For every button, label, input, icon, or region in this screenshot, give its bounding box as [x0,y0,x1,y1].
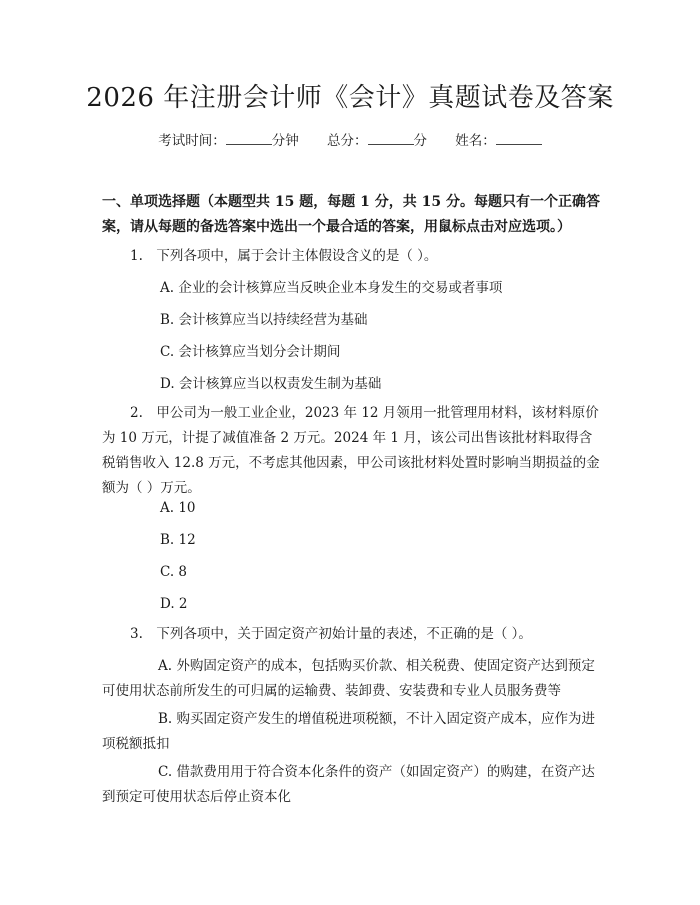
question-2-option-d[interactable]: D. 2 [160,596,188,612]
time-label: 考试时间： [158,133,226,149]
question-1-option-d[interactable]: D. 会计核算应当以权责发生制为基础 [160,376,382,392]
section-heading: 一、单项选择题（本题型共 15 题，每题 1 分，共 15 分。每题只有一个正确答案，请从每题的备选答案中选出一个最合适的答案，用鼠标点击对应选项。） [102,194,600,235]
exam-score [327,131,427,151]
question-2-option-a[interactable]: A. 10 [160,500,196,516]
question-3-option-b[interactable]: B. 购买固定资产发生的增值税进项税额，不计入固定资产成本，应作为进项税额抵扣 [102,711,596,752]
question-1-option-c[interactable]: C. 会计核算应当划分会计期间 [160,344,341,360]
page-title: 2026 年注册会计师《会计》真题试卷及答案 [86,83,614,113]
question-2-stem: 2. 甲公司为一般工业企业，2023 年 12 月领用一批管理用材料，该材料原价为 10 万元，计提了减值准备 2 万元。2024 年 1 月，该公司出售该批材料取得含税销售收入 12.8 万元，不考虑其他因素，甲公司该批材料处置时影响当期损益的金额为（ ）万元。 [102,405,600,496]
score-unit: 分 [413,133,427,149]
question-1-option-b[interactable]: B. 会计核算应当以持续经营为基础 [160,312,368,328]
time-blank [226,131,272,145]
name-label: 姓名： [455,133,496,149]
question-2-option-b[interactable]: B. 12 [160,532,196,548]
score-label: 总分： [327,133,368,149]
question-3-stem: 3. 下列各项中，关于固定资产初始计量的表述，不正确的是（ ）。 [130,626,532,642]
question-1-stem: 1. 下列各项中，属于会计主体假设含义的是（ ）。 [130,248,438,264]
time-unit: 分钟 [271,133,299,149]
name-blank [496,131,542,145]
question-3-option-c[interactable]: C. 借款费用用于符合资本化条件的资产（如固定资产）的购建，在资产达到预定可使用状态后停止资本化 [102,764,595,805]
exam-time [158,131,299,151]
question-1-option-a[interactable]: A. 企业的会计核算应当反映企业本身发生的交易或者事项 [160,280,503,296]
question-3-option-a[interactable]: A. 外购固定资产的成本，包括购买价款、相关税费、使固定资产达到预定可使用状态前所发生的可归属的运输费、装卸费、安装费和专业人员服务费等 [102,658,595,699]
exam-name [455,131,542,151]
score-blank [368,131,414,145]
exam-meta [0,131,700,151]
question-2-option-c[interactable]: C. 8 [160,564,188,580]
